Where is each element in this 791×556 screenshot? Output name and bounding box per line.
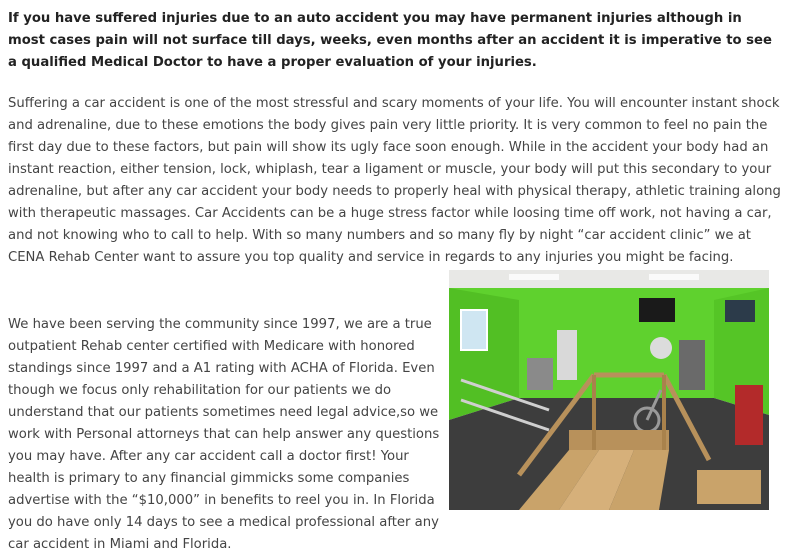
body-paragraph-community: We have been serving the community since 1997, we are a true outpatient Rehab center certified with Medicare with honored standings since 1997 and a A1 rating with ACHA of Florida. Even though we focus only rehabilitation for our patients we do understand that our patients sometimes need legal advice,so we work with Personal attorneys that can help answer any questions you may have. After any car accident call a doctor first! Your health is primary to any financial gimmicks some companies advertise with the “$10,000” in benefits to reel you in. In Florida you do have only 14 days to see a medical professional after any car accident in Miami and Florida. — [8, 317, 440, 552]
left-wall — [449, 288, 519, 420]
stair-platform — [569, 430, 669, 450]
shelf-unit — [557, 330, 577, 380]
body-paragraph-accident: Suffering a car accident is one of the most stressful and scary moments of your life. You will encounter instant shock and adrenaline, due to these emotions the body gives pain very little priority. It is very common to feel no pain the first day due to these factors, but pain will show its ugly face soon enough. While in the accident your body had an instant reaction, either tension, lock, whiplash, tear a ligament or muscle, your body will put this secondary to your adrenaline, but after any car accident your body needs to properly heal with physical therapy, athletic training along with therapeutic massages. Car Accidents can be a huge stress factor while loosing time off work, not having a car, and not knowing who to call to help. With so many numbers and so many fly by night “car accident clinic” we at CENA Rehab Center want to assure you top quality and service in regards to any injuries you might be facing. — [8, 96, 781, 265]
exercise-machine — [679, 340, 705, 390]
wall-picture — [725, 300, 755, 322]
treatment-table — [697, 470, 761, 504]
article-content — [8, 8, 783, 552]
rehab-clinic-photo — [449, 270, 769, 510]
red-cabinet — [735, 385, 763, 445]
tv-screen — [639, 298, 675, 322]
ceiling-light — [649, 274, 699, 280]
rehab-gym-illustration — [449, 270, 769, 510]
ceiling — [449, 270, 769, 288]
ceiling-light — [509, 274, 559, 280]
equipment — [527, 358, 553, 390]
window — [461, 310, 487, 350]
intro-paragraph: If you have suffered injuries due to an auto accident you may have permanent injuries although in most cases pain will not surface till days, weeks, even months after an accident it is imperative to see a qualified Medical Doctor to have a proper evaluation of your injuries. — [8, 11, 772, 70]
exercise-ball — [650, 337, 672, 359]
